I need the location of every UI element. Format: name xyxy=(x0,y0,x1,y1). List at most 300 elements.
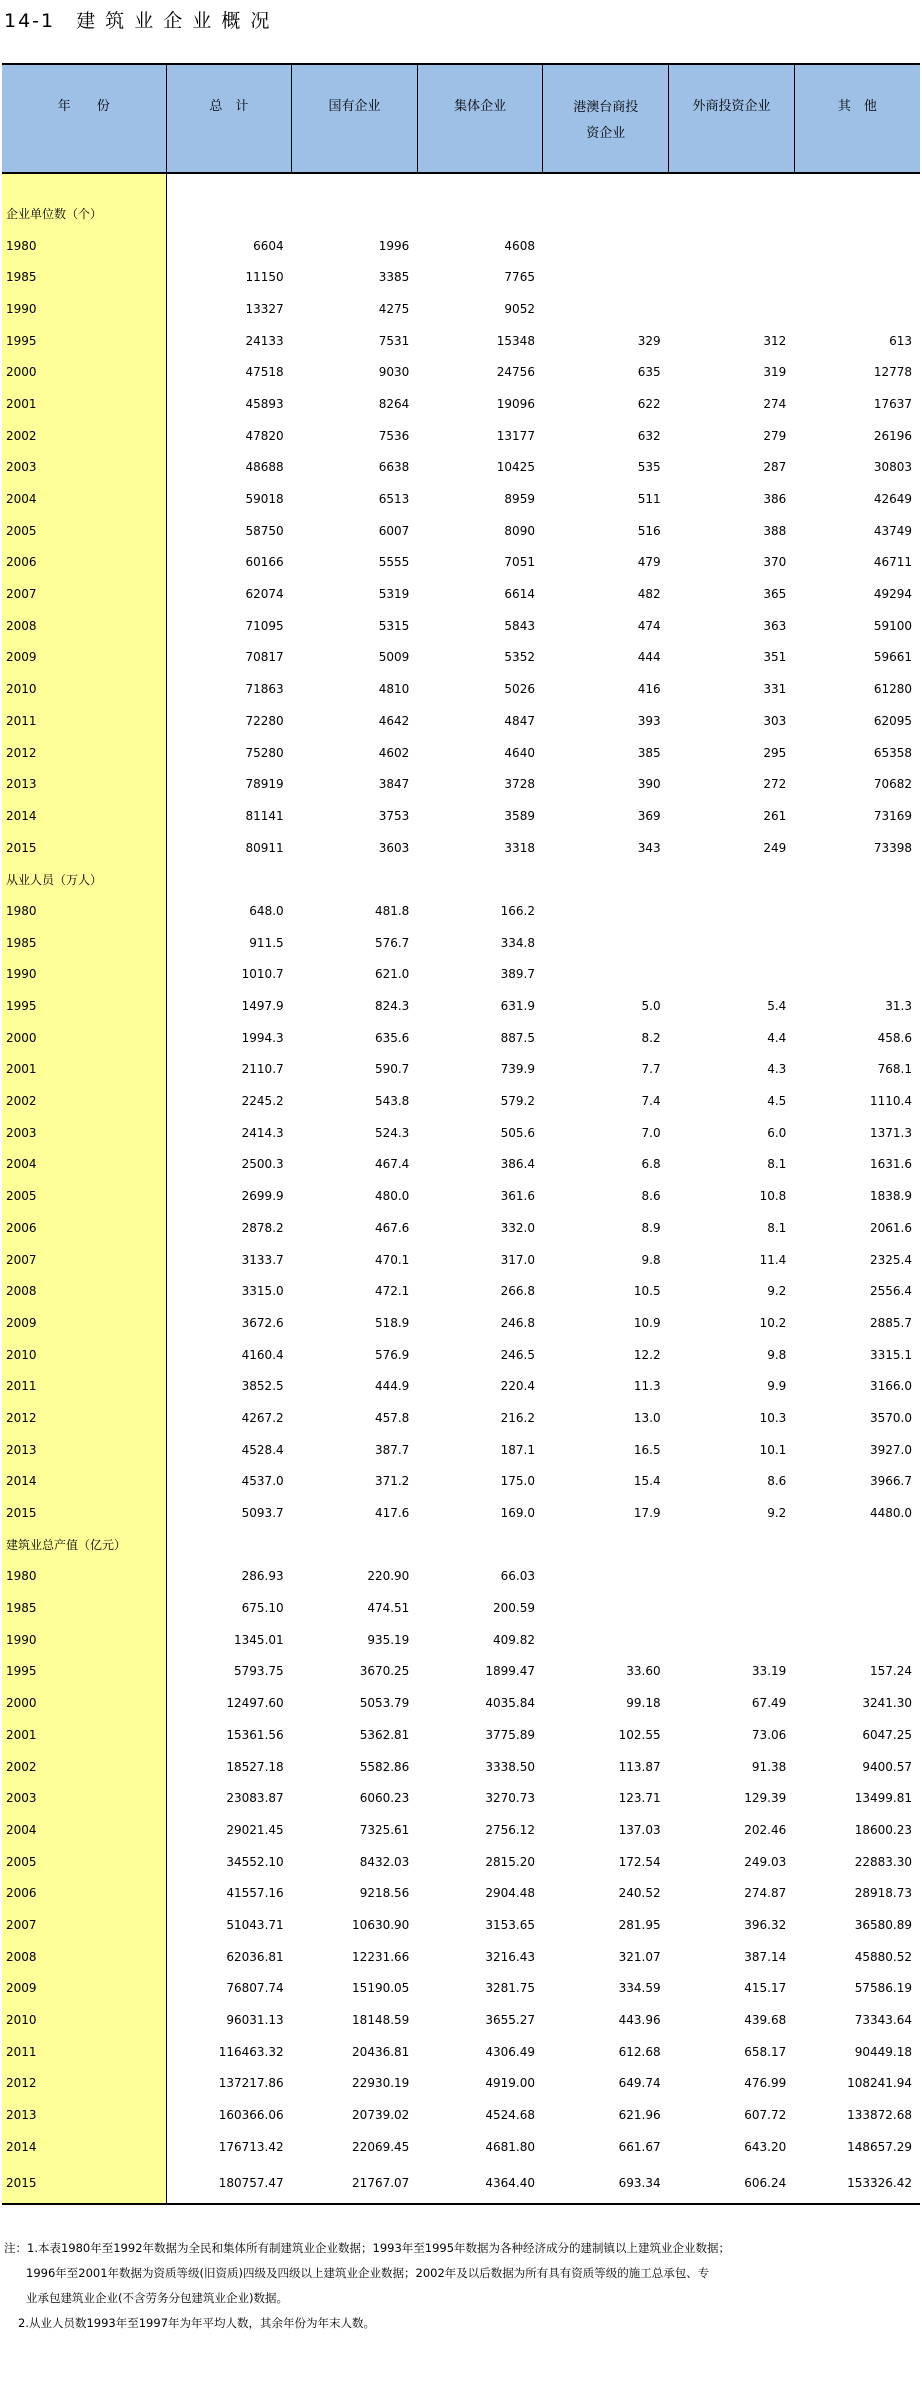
year-cell: 2000 xyxy=(2,356,166,388)
year-cell: 2010 xyxy=(2,2004,166,2036)
value-cell: 180757.47 xyxy=(166,2163,292,2204)
year-cell: 2010 xyxy=(2,673,166,705)
value-cell: 613 xyxy=(889,333,912,348)
value-cell: 33.19 xyxy=(751,1664,787,1679)
table-row xyxy=(2,959,920,991)
data-table xyxy=(2,63,920,2205)
empty-cell xyxy=(669,1529,795,1561)
year-cell: 1980 xyxy=(2,895,166,927)
value-cell: 482 xyxy=(637,587,661,602)
table-row xyxy=(2,1117,920,1149)
empty-cell xyxy=(292,173,418,198)
value-cell: 386.4 xyxy=(500,1157,535,1172)
value-cell: 72280 xyxy=(245,713,284,728)
table-row xyxy=(2,642,920,674)
value-cell: 10.8 xyxy=(759,1189,787,1204)
value-cell: 66.03 xyxy=(500,1569,535,1584)
value-cell: 75280 xyxy=(245,745,284,760)
empty-cell xyxy=(166,1529,292,1561)
value-cell: 18148.59 xyxy=(352,2013,410,2028)
year-cell: 1990 xyxy=(2,1624,166,1656)
value-cell: 169.0 xyxy=(500,1506,535,1521)
value-cell: 3315.1 xyxy=(870,1347,912,1362)
value-cell: 396.32 xyxy=(744,1917,787,1932)
value-cell: 249.03 xyxy=(744,1854,787,1869)
value-cell: 172.54 xyxy=(618,1854,661,1869)
table-row xyxy=(2,1941,920,1973)
value-cell: 458.6 xyxy=(877,1030,912,1045)
value-cell: 2885.7 xyxy=(870,1315,912,1330)
value-cell: 6.0 xyxy=(767,1125,787,1140)
value-cell: 3318 xyxy=(504,840,535,855)
value-cell: 5362.81 xyxy=(359,1727,410,1742)
value-cell: 4642 xyxy=(378,713,410,728)
value-cell: 73169 xyxy=(873,808,912,823)
value-cell: 4.4 xyxy=(767,1030,787,1045)
empty-cell xyxy=(794,173,920,198)
value-cell: 3241.30 xyxy=(862,1696,912,1711)
section-row xyxy=(2,1529,920,1561)
value-cell: 518.9 xyxy=(374,1315,410,1330)
value-cell xyxy=(669,1624,795,1656)
value-cell: 612.68 xyxy=(618,2044,661,2059)
value-cell: 76807.74 xyxy=(226,1981,284,1996)
value-cell: 137217.86 xyxy=(218,2076,284,2091)
table-row xyxy=(2,737,920,769)
value-cell: 272 xyxy=(763,777,787,792)
value-cell: 18527.18 xyxy=(226,1759,284,1774)
year-cell: 1995 xyxy=(2,990,166,1022)
value-cell: 70817 xyxy=(245,650,284,665)
value-cell: 22069.45 xyxy=(352,2139,410,2154)
value-cell: 3852.5 xyxy=(241,1379,284,1394)
value-cell xyxy=(794,293,920,325)
value-cell: 3153.65 xyxy=(485,1917,535,1932)
year-cell: 2011 xyxy=(2,2036,166,2068)
value-cell: 824.3 xyxy=(374,999,410,1014)
empty-cell xyxy=(417,173,543,198)
value-cell: 3270.73 xyxy=(485,1791,535,1806)
value-cell: 590.7 xyxy=(374,1062,410,1077)
value-cell: 274.87 xyxy=(744,1886,787,1901)
section-title: 从业人员（万人） xyxy=(2,863,166,895)
value-cell: 331 xyxy=(763,682,787,697)
value-cell: 319 xyxy=(763,365,787,380)
value-cell: 474 xyxy=(637,618,661,633)
year-cell: 2003 xyxy=(2,452,166,484)
value-cell: 47518 xyxy=(245,365,284,380)
table-row xyxy=(2,832,920,864)
value-cell: 295 xyxy=(763,745,787,760)
value-cell: 57586.19 xyxy=(854,1981,912,1996)
value-cell: 1994.3 xyxy=(241,1030,284,1045)
empty-cell xyxy=(292,198,418,230)
value-cell xyxy=(543,959,669,991)
value-cell: 369 xyxy=(637,808,661,823)
table-row xyxy=(2,927,920,959)
value-cell: 415.17 xyxy=(744,1981,787,1996)
value-cell: 10.2 xyxy=(759,1315,787,1330)
table-row xyxy=(2,1687,920,1719)
value-cell: 351 xyxy=(763,650,787,665)
value-cell: 524.3 xyxy=(374,1125,410,1140)
value-cell: 2878.2 xyxy=(241,1220,284,1235)
value-cell: 8264 xyxy=(378,396,410,411)
value-cell: 621.0 xyxy=(374,967,410,982)
empty-cell xyxy=(543,198,669,230)
value-cell: 303 xyxy=(763,713,787,728)
value-cell: 321.07 xyxy=(618,1949,661,1964)
value-cell: 176713.42 xyxy=(218,2139,284,2154)
value-cell: 8.1 xyxy=(767,1220,787,1235)
year-cell: 1995 xyxy=(2,1656,166,1688)
value-cell xyxy=(543,895,669,927)
value-cell: 10.5 xyxy=(633,1284,661,1299)
value-cell: 12231.66 xyxy=(352,1949,410,1964)
table-row xyxy=(2,1909,920,1941)
header-total: 总 计 xyxy=(166,64,292,173)
year-cell: 2002 xyxy=(2,1085,166,1117)
value-cell xyxy=(669,293,795,325)
value-cell: 648.0 xyxy=(249,903,284,918)
value-cell: 10.3 xyxy=(759,1410,787,1425)
value-cell: 261 xyxy=(763,808,787,823)
value-cell: 19096 xyxy=(496,396,535,411)
year-cell: 2006 xyxy=(2,547,166,579)
value-cell: 365 xyxy=(763,587,787,602)
year-cell: 2014 xyxy=(2,2131,166,2163)
value-cell: 8.6 xyxy=(767,1474,787,1489)
section-row xyxy=(2,863,920,895)
value-cell: 62095 xyxy=(873,713,912,728)
table-row xyxy=(2,895,920,927)
value-cell: 202.46 xyxy=(744,1822,787,1837)
value-cell: 166.2 xyxy=(500,903,535,918)
year-cell: 2012 xyxy=(2,2068,166,2100)
value-cell: 5.4 xyxy=(767,999,787,1014)
value-cell: 768.1 xyxy=(877,1062,912,1077)
table-row xyxy=(2,483,920,515)
value-cell: 635.6 xyxy=(374,1030,410,1045)
value-cell: 108241.94 xyxy=(847,2076,912,2091)
value-cell: 2699.9 xyxy=(241,1189,284,1204)
value-cell: 334.59 xyxy=(618,1981,661,1996)
value-cell: 387.14 xyxy=(744,1949,787,1964)
table-row xyxy=(2,2036,920,2068)
value-cell: 3281.75 xyxy=(485,1981,535,1996)
value-cell: 9.8 xyxy=(767,1347,787,1362)
value-cell: 33.60 xyxy=(626,1664,661,1679)
table-row xyxy=(2,356,920,388)
value-cell: 4267.2 xyxy=(241,1410,284,1425)
year-cell: 2008 xyxy=(2,1941,166,1973)
empty-cell xyxy=(417,198,543,230)
value-cell: 661.67 xyxy=(618,2139,661,2154)
value-cell: 45880.52 xyxy=(854,1949,912,1964)
value-cell: 6007 xyxy=(378,523,410,538)
year-cell: 2000 xyxy=(2,1022,166,1054)
empty-cell xyxy=(669,198,795,230)
year-cell: 2007 xyxy=(2,1244,166,1276)
value-cell: 73343.64 xyxy=(854,2013,912,2028)
table-row xyxy=(2,1244,920,1276)
empty-cell xyxy=(166,173,292,198)
table-row xyxy=(2,1339,920,1371)
value-cell: 160366.06 xyxy=(218,2108,284,2123)
value-cell: 73398 xyxy=(873,840,912,855)
table-row xyxy=(2,1402,920,1434)
value-cell: 5093.7 xyxy=(241,1506,284,1521)
value-cell: 80911 xyxy=(245,840,284,855)
value-cell: 386 xyxy=(763,492,787,507)
value-cell: 3338.50 xyxy=(485,1759,535,1774)
year-cell: 1985 xyxy=(2,1592,166,1624)
table-row xyxy=(2,1751,920,1783)
value-cell: 409.82 xyxy=(492,1632,535,1647)
value-cell: 91.38 xyxy=(751,1759,787,1774)
header-foreign: 外商投资企业 xyxy=(669,64,795,173)
year-cell: 2004 xyxy=(2,1814,166,1846)
value-cell: 46711 xyxy=(873,555,912,570)
year-cell: 2011 xyxy=(2,705,166,737)
value-cell: 9.8 xyxy=(641,1252,661,1267)
value-cell: 5315 xyxy=(378,618,410,633)
value-cell: 334.8 xyxy=(500,935,535,950)
value-cell: 48688 xyxy=(245,460,284,475)
value-cell: 15190.05 xyxy=(352,1981,410,1996)
value-cell: 8.2 xyxy=(641,1030,661,1045)
year-cell: 2006 xyxy=(2,1212,166,1244)
year-cell xyxy=(2,173,166,198)
value-cell: 2414.3 xyxy=(241,1125,284,1140)
value-cell: 4524.68 xyxy=(485,2108,535,2123)
value-cell: 3385 xyxy=(378,270,410,285)
value-cell: 472.1 xyxy=(374,1284,410,1299)
year-cell: 2012 xyxy=(2,1402,166,1434)
value-cell xyxy=(794,261,920,293)
table-row xyxy=(2,1782,920,1814)
value-cell: 635 xyxy=(637,365,661,380)
value-cell: 7.0 xyxy=(641,1125,661,1140)
value-cell: 175.0 xyxy=(500,1474,535,1489)
value-cell: 3166.0 xyxy=(870,1379,912,1394)
value-cell xyxy=(669,1592,795,1624)
value-cell: 61280 xyxy=(873,682,912,697)
value-cell: 535 xyxy=(637,460,661,475)
empty-cell xyxy=(669,863,795,895)
table-row xyxy=(2,2163,920,2204)
value-cell: 9218.56 xyxy=(359,1886,410,1901)
value-cell: 11.4 xyxy=(759,1252,787,1267)
value-cell: 4681.80 xyxy=(485,2139,535,2154)
value-cell: 34552.10 xyxy=(226,1854,284,1869)
year-cell: 2010 xyxy=(2,1339,166,1371)
value-cell: 36580.89 xyxy=(854,1917,912,1932)
section-title: 企业单位数（个） xyxy=(2,198,166,230)
footnote-line: 业承包建筑业企业(不含劳务分包建筑业企业)数据。 xyxy=(26,2291,288,2305)
value-cell xyxy=(543,1592,669,1624)
year-cell: 2007 xyxy=(2,578,166,610)
value-cell: 371.2 xyxy=(374,1474,410,1489)
year-cell: 2005 xyxy=(2,1846,166,1878)
value-cell xyxy=(669,1561,795,1593)
table-title: 14-1 建 筑 业 企 业 概 况 xyxy=(4,10,272,32)
empty-cell xyxy=(543,1529,669,1561)
value-cell: 200.59 xyxy=(492,1601,535,1616)
value-cell: 42649 xyxy=(873,492,912,507)
table-row xyxy=(2,1370,920,1402)
value-cell: 6060.23 xyxy=(359,1791,410,1806)
value-cell: 361.6 xyxy=(500,1189,535,1204)
value-cell: 622 xyxy=(637,396,661,411)
table-row xyxy=(2,1846,920,1878)
year-cell: 2002 xyxy=(2,1751,166,1783)
value-cell: 4480.0 xyxy=(870,1506,912,1521)
section-title: 建筑业总产值（亿元） xyxy=(2,1529,166,1561)
table-row xyxy=(2,515,920,547)
value-cell: 8.1 xyxy=(767,1157,787,1172)
value-cell: 5026 xyxy=(504,682,535,697)
value-cell: 99.18 xyxy=(626,1696,661,1711)
footnote-line: 2.从业人员数1993年至1997年为年平均人数，其余年份为年末人数。 xyxy=(18,2316,376,2330)
table-row xyxy=(2,388,920,420)
value-cell: 9400.57 xyxy=(862,1759,912,1774)
value-cell: 148657.29 xyxy=(847,2139,912,2154)
value-cell: 13.0 xyxy=(633,1410,661,1425)
value-cell: 607.72 xyxy=(744,2108,787,2123)
year-cell: 1985 xyxy=(2,261,166,293)
value-cell: 15.4 xyxy=(633,1474,661,1489)
value-cell: 15348 xyxy=(496,333,535,348)
value-cell: 4035.84 xyxy=(485,1696,535,1711)
value-cell: 439.68 xyxy=(744,2013,787,2028)
value-cell: 31.3 xyxy=(885,999,912,1014)
year-cell: 1990 xyxy=(2,293,166,325)
value-cell: 516 xyxy=(637,523,661,538)
value-cell: 129.39 xyxy=(744,1791,787,1806)
value-cell: 416 xyxy=(637,682,661,697)
value-cell: 20739.02 xyxy=(352,2108,410,2123)
table-row xyxy=(2,1624,920,1656)
value-cell xyxy=(669,230,795,262)
value-cell: 444.9 xyxy=(374,1379,410,1394)
year-cell: 2004 xyxy=(2,483,166,515)
table-row xyxy=(2,325,920,357)
value-cell: 6.8 xyxy=(641,1157,661,1172)
value-cell: 4528.4 xyxy=(241,1442,284,1457)
value-cell: 153326.42 xyxy=(794,2163,920,2204)
value-cell: 287 xyxy=(763,460,787,475)
table-row xyxy=(2,2099,920,2131)
empty-cell xyxy=(794,863,920,895)
year-cell: 2014 xyxy=(2,1466,166,1498)
table-row xyxy=(2,1973,920,2005)
year-cell: 2007 xyxy=(2,1909,166,1941)
value-cell: 286.93 xyxy=(241,1569,284,1584)
year-cell: 2015 xyxy=(2,2163,166,2204)
year-cell: 2003 xyxy=(2,1117,166,1149)
value-cell: 2556.4 xyxy=(870,1284,912,1299)
year-cell: 2014 xyxy=(2,800,166,832)
value-cell: 62074 xyxy=(245,587,284,602)
value-cell: 4306.49 xyxy=(485,2044,535,2059)
table-row xyxy=(2,1656,920,1688)
empty-cell xyxy=(794,198,920,230)
value-cell: 457.8 xyxy=(374,1410,410,1425)
value-cell: 1371.3 xyxy=(870,1125,912,1140)
value-cell: 1631.6 xyxy=(870,1157,912,1172)
value-cell: 2500.3 xyxy=(241,1157,284,1172)
value-cell: 543.8 xyxy=(374,1094,410,1109)
value-cell: 78919 xyxy=(245,777,284,792)
value-cell: 658.17 xyxy=(744,2044,787,2059)
value-cell: 579.2 xyxy=(500,1094,535,1109)
value-cell: 28918.73 xyxy=(854,1886,912,1901)
value-cell: 3315.0 xyxy=(241,1284,284,1299)
value-cell: 30803 xyxy=(873,460,912,475)
table-row xyxy=(2,1180,920,1212)
value-cell: 4919.00 xyxy=(485,2076,535,2091)
table-row xyxy=(2,230,920,262)
value-cell: 739.9 xyxy=(500,1062,535,1077)
value-cell: 9052 xyxy=(504,301,535,316)
value-cell: 70682 xyxy=(873,777,912,792)
table-row xyxy=(2,705,920,737)
value-cell: 3216.43 xyxy=(485,1949,535,1964)
value-cell: 62036.81 xyxy=(226,1949,284,1964)
value-cell: 5.0 xyxy=(641,999,661,1014)
value-cell xyxy=(543,261,669,293)
empty-cell xyxy=(543,863,669,895)
value-cell: 90449.18 xyxy=(854,2044,912,2059)
value-cell: 363 xyxy=(763,618,787,633)
year-cell: 1990 xyxy=(2,959,166,991)
value-cell: 8090 xyxy=(504,523,535,538)
value-cell xyxy=(669,895,795,927)
value-cell: 49294 xyxy=(873,587,912,602)
value-cell: 22883.30 xyxy=(854,1854,912,1869)
value-cell: 45893 xyxy=(245,396,284,411)
value-cell: 443.96 xyxy=(618,2013,661,2028)
value-cell: 3133.7 xyxy=(241,1252,284,1267)
value-cell: 1110.4 xyxy=(870,1094,912,1109)
empty-cell xyxy=(794,1529,920,1561)
table-row xyxy=(2,1212,920,1244)
value-cell: 2756.12 xyxy=(485,1822,535,1837)
value-cell: 935.19 xyxy=(367,1632,410,1647)
value-cell: 2061.6 xyxy=(870,1220,912,1235)
year-cell: 2015 xyxy=(2,832,166,864)
header-hkmt xyxy=(543,64,669,173)
value-cell: 13499.81 xyxy=(854,1791,912,1806)
table-row xyxy=(2,990,920,1022)
value-cell: 133872.68 xyxy=(847,2108,912,2123)
value-cell: 385 xyxy=(637,745,661,760)
footnote-line: 注：1.本表1980年至1992年数据为全民和集体所有制建筑业企业数据；1993年至1995年数据为各种经济成分的建制镇以上建筑业企业数据； xyxy=(4,2241,731,2255)
value-cell: 17.9 xyxy=(633,1506,661,1521)
table-row xyxy=(2,610,920,642)
value-cell: 606.24 xyxy=(669,2163,795,2204)
value-cell: 1010.7 xyxy=(241,967,284,982)
value-cell: 4847 xyxy=(504,713,535,728)
value-cell: 470.1 xyxy=(374,1252,410,1267)
value-cell: 505.6 xyxy=(500,1125,535,1140)
value-cell: 3603 xyxy=(378,840,410,855)
year-cell: 2012 xyxy=(2,737,166,769)
value-cell: 6604 xyxy=(253,238,284,253)
table-row xyxy=(2,1466,920,1498)
value-cell: 467.6 xyxy=(374,1220,410,1235)
